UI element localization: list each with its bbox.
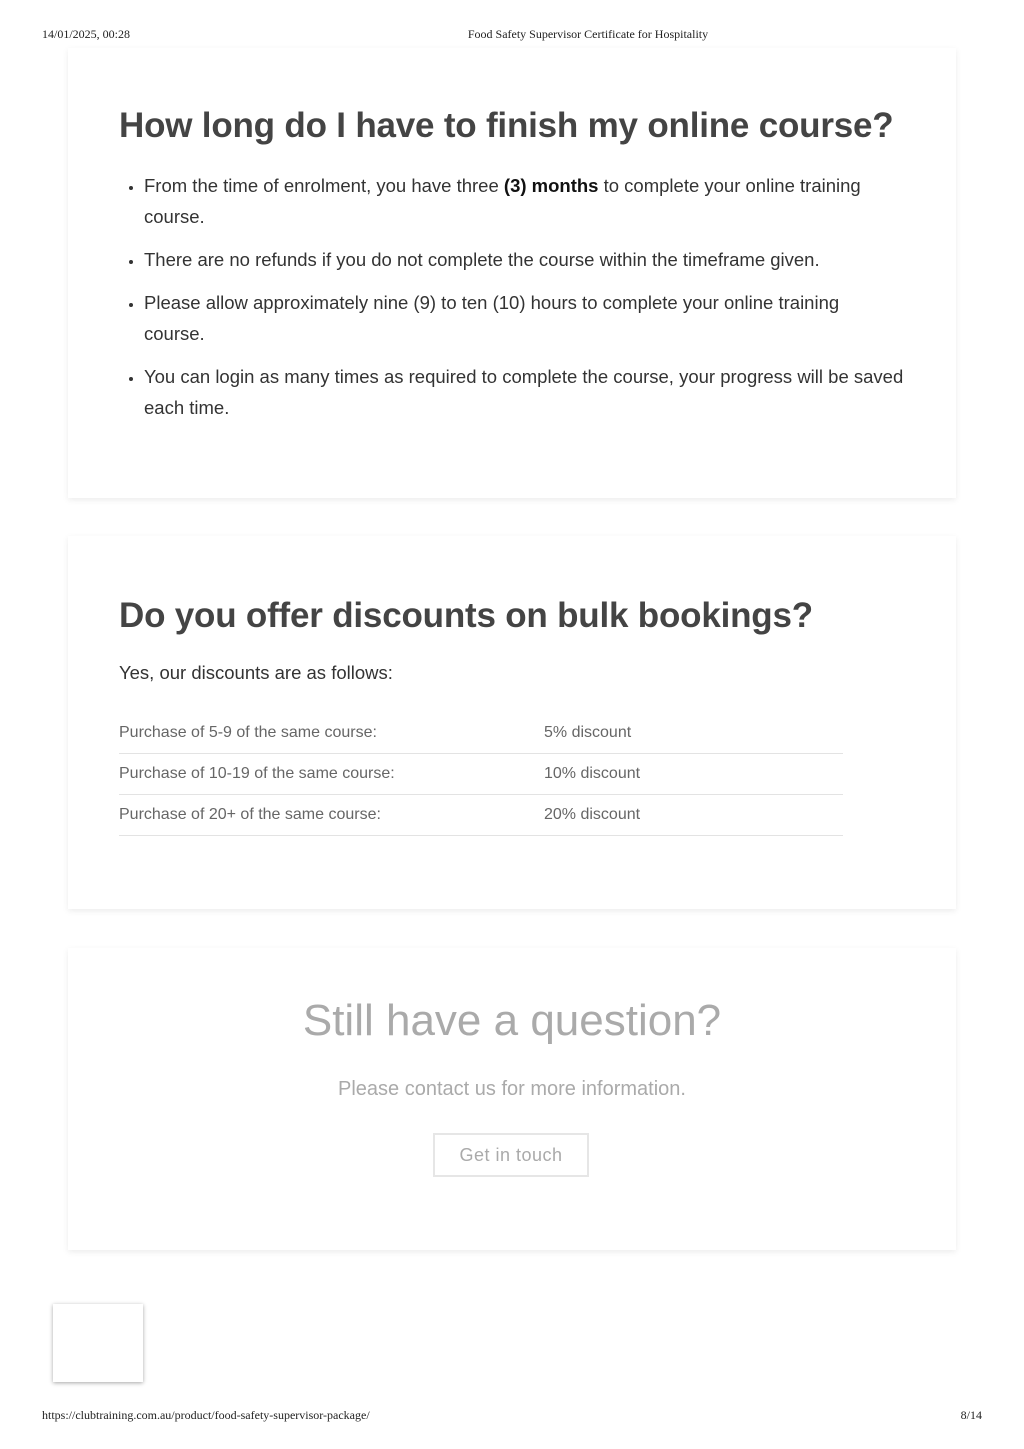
point-text: You can login as many times as required to complete the course, your progress will be saved each time.: [144, 366, 904, 418]
discount-table: [119, 713, 843, 836]
point-text: From the time of enrolment, you have three: [144, 175, 504, 196]
table-row: [119, 795, 843, 836]
discount-value: 5% discount: [544, 713, 843, 754]
print-datetime: 14/01/2025, 00:28: [42, 27, 131, 41]
course-duration-list: [119, 170, 904, 435]
list-item: [144, 361, 904, 423]
print-page-url: https://clubtraining.com.au/product/food-safety-supervisor-package/: [42, 1408, 370, 1422]
table-row: [119, 713, 843, 754]
discounts-intro: Yes, our discounts are as follows:: [119, 662, 393, 683]
print-page-title: Food Safety Supervisor Certificate for Hospitality: [467, 27, 709, 41]
faq-card-course-duration: [68, 48, 956, 498]
point-text: There are no refunds if you do not complete the course within the timeframe given.: [144, 249, 820, 270]
list-item: [144, 244, 904, 275]
get-in-touch-button[interactable]: Get in touch: [433, 1133, 589, 1177]
point-emphasis: (3) months: [503, 175, 599, 196]
point-text: Please allow approximately nine (9) to ten (10) hours to complete your online training course.: [144, 292, 840, 344]
discount-value: 20% discount: [544, 795, 843, 836]
discount-value: 10% discount: [544, 754, 843, 795]
contact-subtext: Please contact us for more information.: [338, 1078, 686, 1100]
faq-heading-bulk-discounts: Do you offer discounts on bulk bookings?: [119, 596, 813, 635]
contact-heading: Still have a question?: [302, 996, 722, 1045]
table-row: [119, 754, 843, 795]
contact-card: [68, 948, 956, 1250]
print-page-number: 8/14: [960, 1408, 982, 1422]
list-item: [144, 170, 904, 232]
print-header: [0, 27, 1024, 43]
discount-quantity: Purchase of 20+ of the same course:: [119, 795, 544, 836]
point-text: to complete your online training course.: [144, 175, 861, 227]
discount-quantity: Purchase of 5-9 of the same course:: [119, 713, 544, 754]
faq-card-bulk-discounts: [68, 536, 956, 909]
floating-widget[interactable]: [53, 1304, 143, 1382]
discount-quantity: Purchase of 10-19 of the same course:: [119, 754, 544, 795]
list-item: [144, 287, 904, 349]
faq-heading-course-duration: How long do I have to finish my online course?: [119, 106, 894, 145]
